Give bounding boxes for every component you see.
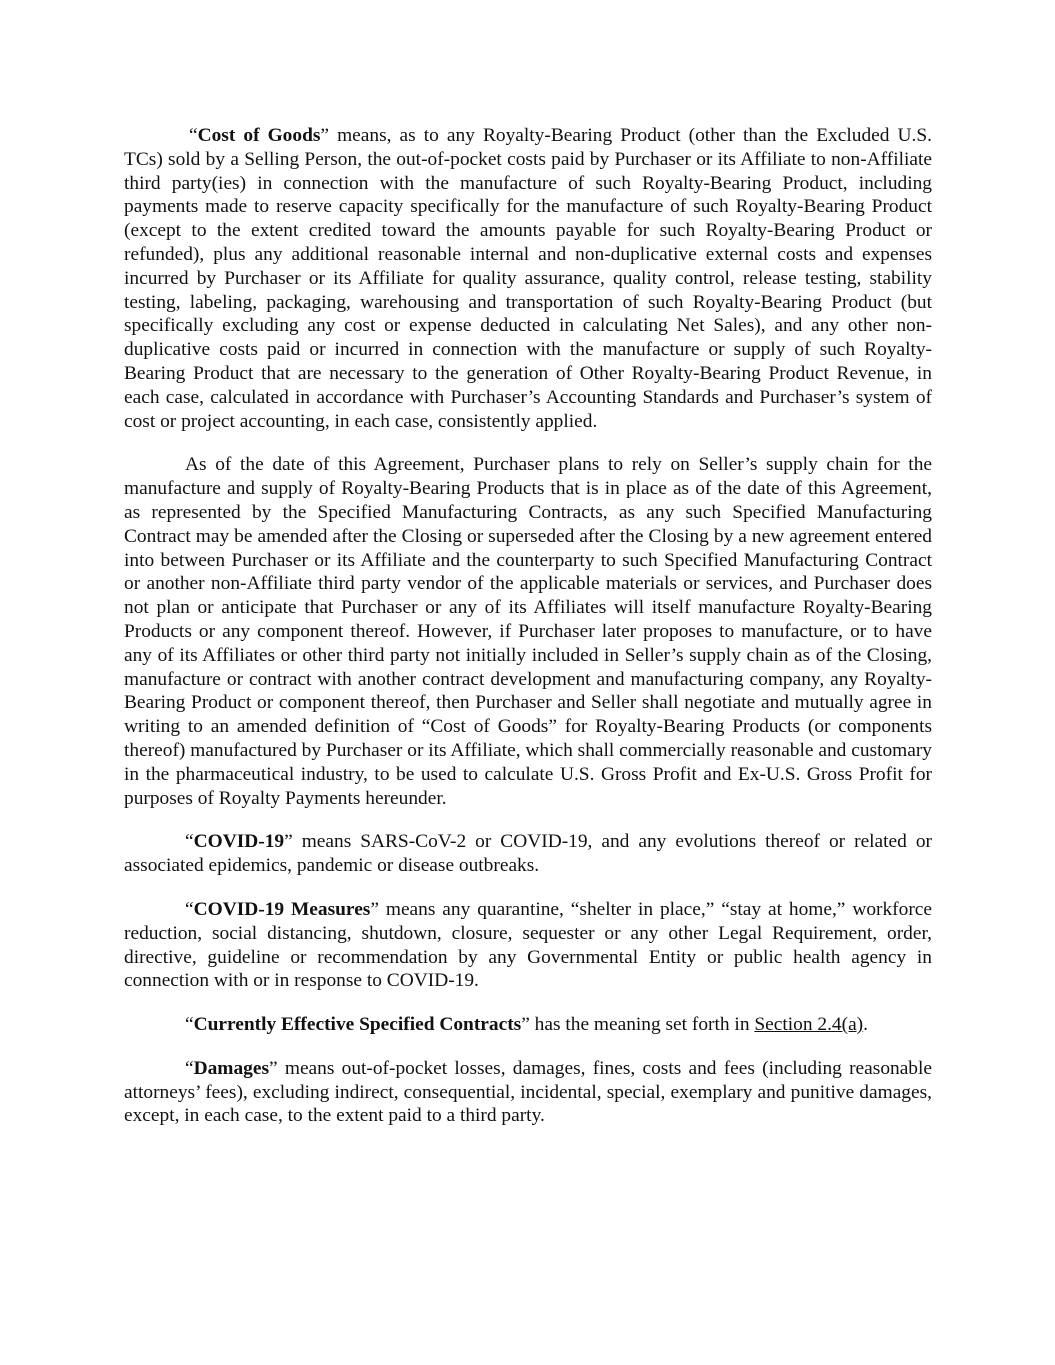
definition-text: means any quarantine, “shelter in place,” “stay at home,” workforce reduction, social distancing, shutdown, closure, sequester or any other Legal Requirement, order, directive, guideline or recommendation by any Governmental Entity or public health agency in connection with or in response to COVID-19. <box>124 898 932 992</box>
open-quote: “ <box>185 831 194 853</box>
close-quote: ” <box>320 125 330 146</box>
definition-covid-19 <box>124 830 932 878</box>
defined-term: COVID-19 <box>193 831 285 853</box>
definition-covid-19-measures <box>124 898 932 993</box>
definition-text: means, as to any Royalty-Bearing Product (other than the Excluded U.S. TCs) sold by a Selling Person, the out-of-pocket costs paid by Purchaser or its Affiliate to non-Affiliate third party(ies) in connection with the manufacture of such Royalty-Bearing Product, including payments made to reserve capacity specifically for the manufacture of such Royalty-Bearing Product (except to the extent credited toward the amounts payable for such Royalty-Bearing Product or refunded), plus any additional reasonable internal and non-duplicative external costs and expenses incurred by Purchaser or its Affiliate for quality assurance, quality control, release testing, stability testing, labeling, packaging, warehousing and transportation of such Royalty-Bearing Product (but specifically excluding any cost or expense deducted in calculating Net Sales), and any other non-duplicative costs paid or incurred in connection with the manufacture or supply of such Royalty-Bearing Product that are necessary to the generation of Other Royalty-Bearing Product Revenue, in each case, calculated in accordance with Purchaser’s Accounting Standards and Purchaser’s system of cost or project accounting, in each case, consistently applied. <box>124 125 932 432</box>
definition-text: has the meaning set forth in <box>529 1014 755 1036</box>
open-quote: “ <box>189 125 198 146</box>
cost-of-goods-supply-chain-paragraph <box>124 453 932 810</box>
defined-term: COVID-19 Measures <box>193 898 371 920</box>
close-quote: ” <box>269 1057 278 1079</box>
definition-text: means out-of-pocket losses, damages, fines, costs and fees (including reasonable attorneys’ fees), excluding indirect, consequential, incidental, special, exemplary and punitive damages, except, in each case, to the extent paid to a third party. <box>124 1057 932 1127</box>
close-quote: ” <box>284 831 293 853</box>
definition-cost-of-goods <box>124 124 932 433</box>
open-quote: “ <box>185 1014 194 1036</box>
defined-term: Cost of Goods <box>197 125 321 146</box>
document-page <box>124 124 932 1148</box>
open-quote: “ <box>185 898 194 920</box>
definition-text: means SARS-CoV-2 or COVID-19, and any evolutions thereof or related or associated epidemics, pandemic or disease outbreaks. <box>124 831 932 877</box>
definition-currently-effective-specified-contracts <box>124 1013 932 1037</box>
paragraph-text: As of the date of this Agreement, Purchaser plans to rely on Seller’s supply chain for the manufacture and supply of Royalty-Bearing Products that is in place as of the date of this Agreement, as represented by the Specified Manufacturing Contracts, as any such Specified Manufacturing Contract may be amended after the Closing or superseded after the Closing by a new agreement entered into between Purchaser or its Affiliate and the counterparty to such Specified Manufacturing Contract or another non-Affiliate third party vendor of the applicable materials or services, and Purchaser does not plan or anticipate that Purchaser or any of its Affiliates will itself manufacture Royalty-Bearing Products or any component thereof. However, if Purchaser later proposes to manufacture, or to have any of its Affiliates or other third party not initially included in Seller’s supply chain as of the Closing, manufacture or contract with another contract development and manufacturing company, any Royalty-Bearing Product or component thereof, then Purchaser and Seller shall negotiate and mutually agree in writing to an amended definition of “Cost of Goods” for Royalty-Bearing Products (or components thereof) manufactured by Purchaser or its Affiliate, which shall commercially reasonable and customary in the pharmaceutical industry, to be used to calculate U.S. Gross Profit and Ex-U.S. Gross Profit for purposes of Royalty Payments hereunder. <box>124 454 932 809</box>
trailing-punctuation: . <box>863 1014 869 1036</box>
definition-damages <box>124 1057 932 1128</box>
defined-term: Currently Effective Specified Contracts <box>193 1014 522 1036</box>
open-quote: “ <box>185 1057 194 1079</box>
close-quote: ” <box>370 898 379 920</box>
defined-term: Damages <box>193 1057 270 1079</box>
close-quote: ” <box>521 1014 530 1036</box>
section-cross-reference: Section 2.4(a) <box>754 1014 864 1036</box>
